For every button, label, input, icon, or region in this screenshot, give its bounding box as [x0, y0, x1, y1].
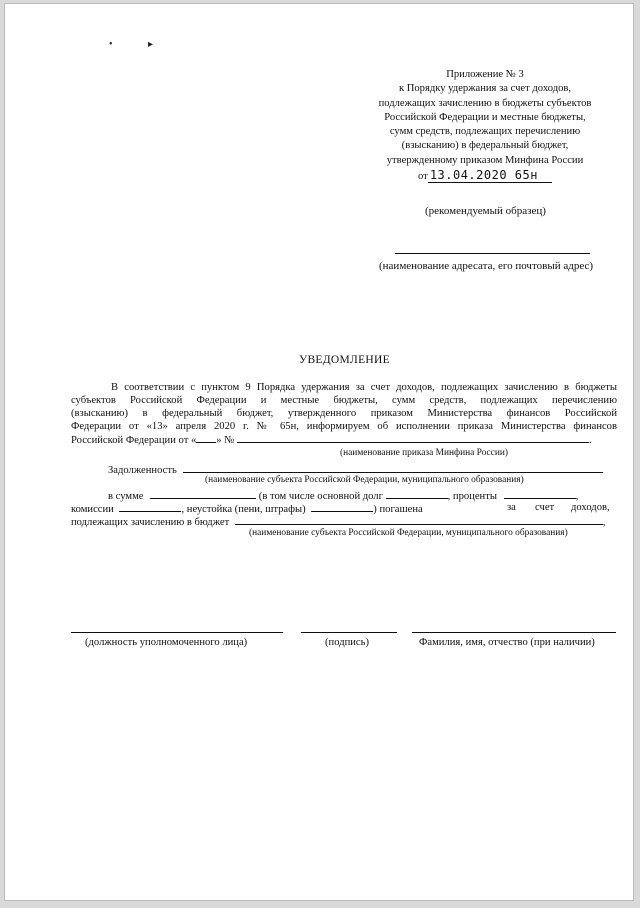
- debt-label: Задолженность: [108, 465, 177, 476]
- fees-field[interactable]: [119, 502, 181, 512]
- order-number-field[interactable]: [237, 433, 589, 443]
- appendix-block: [365, 68, 605, 183]
- body-line: В соответствии с пунктом 9 Порядка удержания за счет доходов, подлежащих зачислению в бюджеты: [111, 382, 617, 393]
- body-text: за: [507, 502, 516, 513]
- order-day-field[interactable]: [196, 433, 216, 443]
- fees-label: комиссии: [71, 504, 114, 515]
- punctuation: ,: [602, 517, 606, 528]
- document-page: [4, 3, 634, 901]
- repaid-words: [571, 502, 610, 513]
- appendix-line: к Порядку удержания за счет доходов,: [398, 83, 572, 95]
- amount-label: в сумме: [108, 491, 144, 502]
- budget-label: подлежащих зачислению в бюджет: [71, 517, 230, 528]
- amount-row: [108, 489, 578, 502]
- budget-subject-field[interactable]: [235, 515, 603, 525]
- appendix-line: Российской Федерации и местные бюджеты,: [384, 111, 586, 123]
- position-signature-line[interactable]: [71, 632, 283, 633]
- penalty-label: , неустойка (пени, штрафы): [181, 504, 306, 515]
- body-line: субъектов Российской Федерации и местные бюджеты, сумм средств, подлежащих перечислению: [71, 395, 617, 406]
- addressee-caption: (наименование адресата, его почтовый адрес): [379, 260, 594, 272]
- subject-caption: (наименование субъекта Российской Федерации, муниципального образования): [249, 528, 568, 538]
- addressee-line: [395, 253, 590, 254]
- order-prefix: от: [418, 171, 428, 183]
- punctuation: ,: [575, 491, 579, 502]
- budget-row: [71, 515, 606, 528]
- position-caption: (должность уполномоченного лица): [85, 637, 248, 648]
- fio-caption: Фамилия, имя, отчество (при наличии): [419, 637, 595, 648]
- signature-caption: (подпись): [325, 637, 369, 648]
- appendix-line: Приложение № 3: [446, 69, 524, 80]
- scan-mark: •: [109, 39, 113, 50]
- body-line: Федерации от «13» апреля 2020 г. № 65н, информируем об исполнении приказа Министерства финансов: [71, 421, 617, 432]
- main-debt-label: (в том числе основной долг: [258, 491, 383, 502]
- scan-mark: ▸: [148, 39, 154, 50]
- repaid-label: ) погашена: [373, 504, 423, 515]
- debt-subject-field[interactable]: [183, 463, 603, 473]
- fio-signature-line[interactable]: [412, 632, 616, 633]
- amount-field[interactable]: [150, 489, 256, 499]
- signature-line[interactable]: [301, 632, 397, 633]
- interest-field[interactable]: [504, 489, 576, 499]
- appendix-line: подлежащих зачислению в бюджеты субъектов: [378, 97, 592, 109]
- document-title: УВЕДОМЛЕНИЕ: [299, 354, 390, 366]
- order-stamp: 13.04.2020 65н: [428, 168, 552, 183]
- body-line: (взысканию) в федеральный бюджет, утвержденного приказом Министерства финансов Российской: [71, 408, 617, 419]
- body-text: Российской Федерации от «: [71, 435, 197, 446]
- repaid-words: [535, 502, 554, 513]
- body-line-order: [71, 433, 617, 447]
- main-debt-field[interactable]: [386, 489, 448, 499]
- body-text: .: [589, 435, 592, 446]
- fees-row: [71, 502, 423, 515]
- recommended-sample-note: (рекомендуемый образец): [425, 205, 546, 217]
- appendix-line: (взысканию) в федеральный бюджет,: [401, 140, 569, 152]
- appendix-line: сумм средств, подлежащих перечислению: [389, 126, 581, 138]
- body-paragraph: [71, 381, 617, 447]
- order-name-caption: (наименование приказа Минфина России): [340, 448, 508, 458]
- repaid-words: [507, 502, 516, 513]
- body-text: доходов,: [571, 502, 610, 513]
- penalty-field[interactable]: [311, 502, 373, 512]
- interest-label: , проценты: [447, 491, 497, 502]
- body-text: счет: [535, 502, 555, 513]
- appendix-line: утвержденному приказом Минфина России: [386, 154, 584, 166]
- body-text: » №: [216, 435, 235, 446]
- subject-caption: (наименование субъекта Российской Федерации, муниципального образования): [205, 475, 524, 485]
- order-reference: [365, 168, 605, 183]
